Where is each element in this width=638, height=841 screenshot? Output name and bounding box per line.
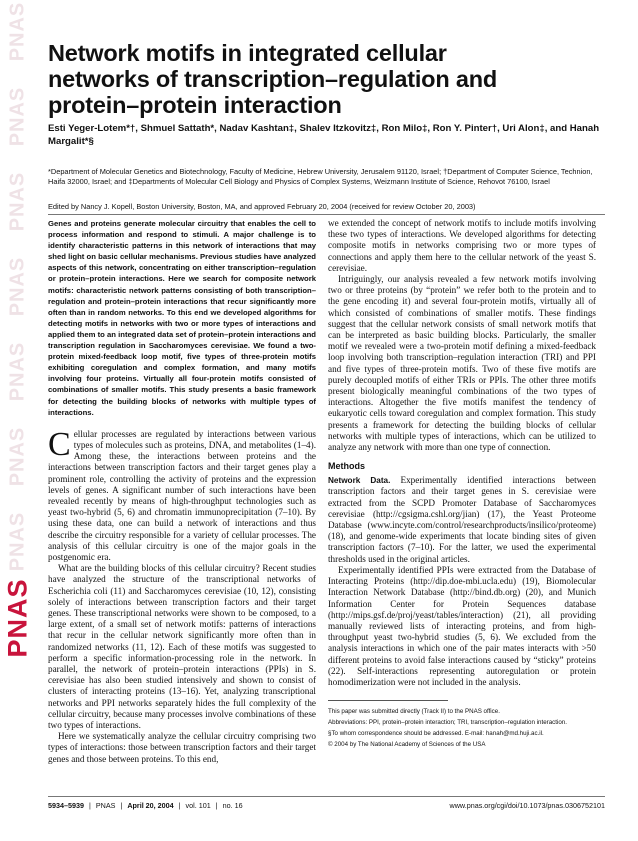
header-divider — [48, 214, 605, 215]
footer-divider — [48, 796, 605, 797]
intro-paragraph: we extended the concept of network motifs to include motifs involving these two types of interactions. We developed algorithms for detecting composite motifs in networks comprising two or more types of connections and apply them here to the cellular network of the yeast S. cerevisiae. — [328, 218, 596, 273]
methods-paragraph: Network Data. Experimentally identified interactions between transcription factors and their target genes in S. cerevisiae were extracted from the SCPD Promoter Database of Saccharomyces cerevisiae (http://cgsigma.cshl.org/jian) (17), the Yeast Proteome Database (www.incyte.com/control/researchproducts/insilico/proteome) (18), and genome-wide experiments that locate binding sites of given transcription factors (7–10). For the latter, we used the experimental thresholds used in the original articles. — [328, 475, 597, 564]
issue-number: no. 16 — [222, 801, 243, 810]
footnote: §To whom correspondence should be addressed. E-mail: hanah@md.huji.ac.il. — [328, 730, 544, 738]
sidebar-watermark: PNAS — [6, 341, 29, 402]
author-list: Esti Yeger-Lotem*†, Shmuel Sattath*, Nadav Kashtan‡, Shalev Itzkovitz‡, Ron Milo‡, Ron Y. Pinter†, Uri Alon‡, and Hanah Margalit*§ — [48, 123, 600, 147]
doi-link[interactable]: www.pnas.org/cgi/doi/10.1073/pnas.0306752101 — [449, 801, 605, 810]
edited-by-line: Edited by Nancy J. Kopell, Boston University, Boston, MA, and approved February 20, 2004 (received for review October 20, 2003) — [48, 202, 476, 211]
footnote: Abbreviations: PPI, protein–protein interaction; TRI, transcription–regulation interaction. — [328, 719, 567, 727]
intro-paragraph: Intriguingly, our analysis revealed a few network motifs involving two or three proteins (by “protein” we refer both to the protein and to the gene encoding it) and several four-protein motifs, virtually all of which consisted of combinations of smaller motifs. These findings suggest that the cellular network consists of small network motifs that can be interpreted as basic building blocks. Particularly, the smaller motif we revealed were a two-protein motif defining a mixed-feedback loop involving both transcription–regulation interaction (TRI) and PPI and five types of three-protein motifs. Two of these five motifs are purely decoupled motifs of either TRIs or PPIs. The other three motifs present biologically meaningful combinations of the two types of interactions. Altogether the five motifs manifest the tendency of eukaryotic cells toward coregulation and complex formation. This study presents a framework for detecting the building blocks of cellular networks with multiple types of interactions, which can be utilized to analyze any network with more than one type of connection. — [328, 274, 596, 453]
intro-paragraph: Here we systematically analyze the cellular circuitry comprising two types of interactions: those between transcription factors and their target genes and those between proteins. To this end, — [48, 731, 316, 764]
left-column — [48, 218, 316, 765]
abstract: Genes and proteins generate molecular circuitry that enables the cell to process information and respond to stimuli. A major challenge is to identify characteristic patterns in this network of interactions that may shed light on basic cellular mechanisms. Previous studies have analyzed aspects of this network, concentrating on either transcription–regulation or protein–protein interactions. Here we search for composite network motifs: characteristic network patterns consisting of both transcription–regulation and protein–protein interactions that recur significantly more often than in random networks. To this end we developed algorithms for detecting motifs in networks with two or more types of interactions and applied them to an integrated data set of protein–protein interactions and transcription regulation in Saccharomyces cerevisiae. We found a two-protein mixed-feedback loop motif, five types of three-protein motifs exhibiting coregulation and complex formation, and many motifs involving four proteins. Virtually all four-protein motifs consisted of combinations of smaller motifs. This study presents a basic framework for detecting the building blocks of networks with multiple types of interactions. — [48, 219, 316, 417]
footnote: This paper was submitted directly (Track II) to the PNAS office. — [328, 708, 500, 716]
footnote-divider — [328, 700, 448, 701]
footer-citation: 5934–5939 | PNAS | April 20, 2004 | vol. 101 | no. 16 — [48, 801, 243, 810]
right-column — [328, 218, 596, 751]
issue-date: April 20, 2004 — [127, 801, 174, 810]
sidebar-watermark: PNAS — [6, 426, 29, 487]
intro-paragraph: Cellular processes are regulated by interactions between various types of molecules such as proteins, DNA, and metabolites (1–4). Among these, the interactions between proteins and the interactions between transcription factors and their target genes play a prominent role, controlling the activity of proteins and the expression levels of genes. A significant number of such interactions have been revealed recently by means of high-throughput technologies such as yeast two-hybrid (5, 6) and chromatin immunoprecipitation (7–10). By using these data, one can build a network of interactions and thus describe the circuitry responsible for a variety of cellular processes. The analysis of this cellular circuitry is one of the major goals in the postgenomic era. — [48, 425, 316, 562]
intro-paragraph: What are the building blocks of this cellular circuitry? Recent studies have analyzed the structure of the transcriptional networks of Escherichia coli (11) and Saccharomyces cerevisiae (10, 12), consisting solely of interactions between transcription factors and their target genes. These transcriptional networks were shown to be composed, to a large extent, of a small set of network motifs: patterns of interactions that recur in the cellular network significantly more often than in randomized networks (11, 12). Each of these motifs was suggested to perform a specific information-processing role in the network. In parallel, the network of protein–protein interactions (PPIs) in S. cerevisiae has also been studied intensively and shown to consist of clusters of interacting proteins (13–16). Yet, analyzing transcriptional networks and PPI networks separately hides the full complexity of the cellular circuitry, because many processes involve combinations of these two types of interactions. — [48, 563, 316, 730]
article-title: Network motifs in integrated cellular networks of transcription–regulation and protein–protein interaction — [48, 40, 497, 118]
methods-paragraph: Experimentally identified PPIs were extracted from the Database of Interacting Proteins (http://dip.doe-mbi.ucla.edu) (19), Biomolecular Interaction Network Database (http://bind.db.org) (20), and Munich Information Center for Protein Sequences database (http://mips.gsf.de/proj/yeast/tables/interaction) (21), all providing manually reviewed lists of interacting proteins, and from high-throughput yeast two-hybrid studies (5, 6). We excluded from the analysis interactions in which one of the pair mates interacts with >50 different proteins to avoid false interactions caused by “sticky” proteins (22). Self-interactions representing autoregulation or protein homodimerization were not included in the analysis. — [328, 564, 596, 687]
network-data-runin: Network Data. — [328, 476, 391, 486]
sidebar-watermark: PNAS — [6, 256, 29, 317]
drop-cap: C — [48, 425, 71, 463]
sidebar-watermark: PNAS — [6, 511, 29, 572]
pnas-sidebar — [0, 0, 34, 841]
affiliations: *Department of Molecular Genetics and Biotechnology, Faculty of Medicine, Hebrew University, Jerusalem 91120, Israel; †Department of Computer Science, Technion, Haifa 32000, Israel; and ‡Departments of Molecular Cell Biology and Physics of Complex Systems, Weizmann Institute of Science, Rehovot 76100, Israel — [48, 167, 593, 186]
sidebar-watermark: PNAS — [6, 1, 29, 62]
footnote: © 2004 by The National Academy of Sciences of the USA — [328, 741, 486, 749]
pnas-logo: PNAS — [2, 578, 33, 658]
sidebar-watermark: PNAS — [6, 86, 29, 147]
page-range: 5934–5939 — [48, 801, 84, 810]
sidebar-watermark: PNAS — [6, 171, 29, 232]
volume: vol. 101 — [185, 801, 211, 810]
methods-heading: Methods — [328, 461, 365, 472]
journal-name: PNAS — [95, 801, 116, 810]
